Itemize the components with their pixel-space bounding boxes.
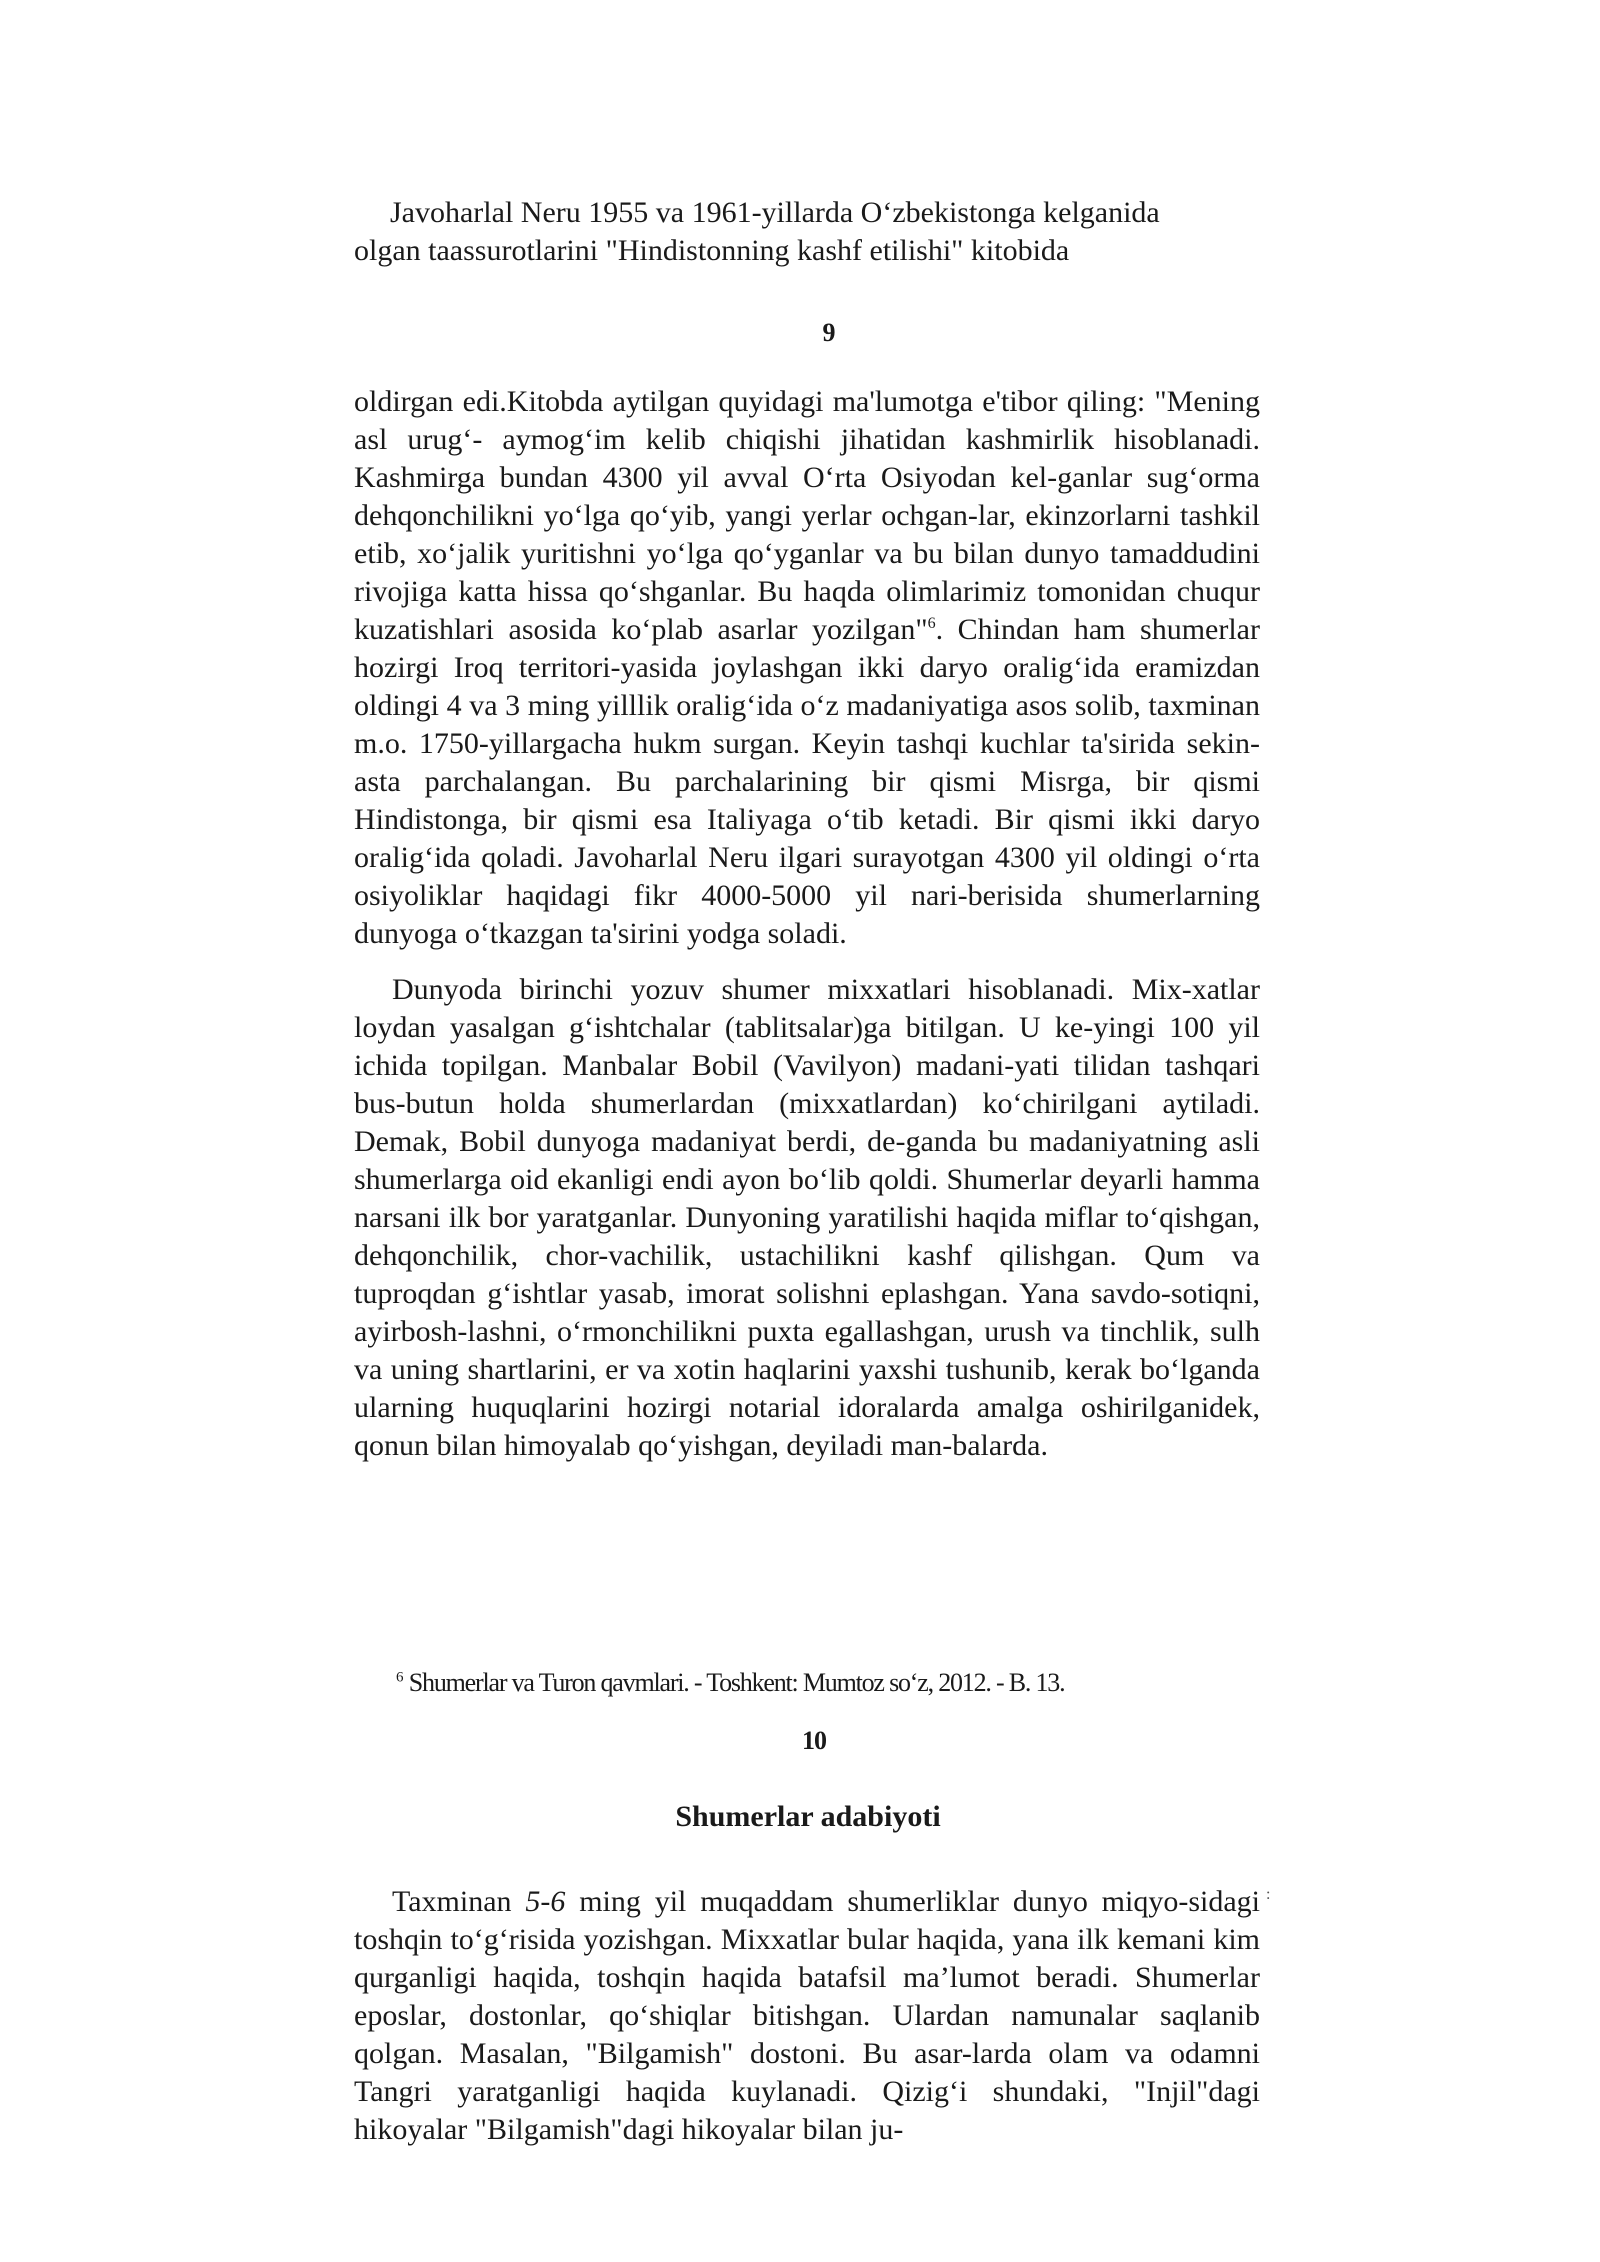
paragraph-1-start: oldirgan edi.Kitobda aytilgan quyidagi ma'lumotga e'tibor qiling: "Mening asl urug‘- aymog‘im kelib chiqishi jihatidan kashmirlik hisoblanadi. Kashmirga bundan 4300 yil avval O‘rta Osiyodan kel-ganlar sug‘orma dehqonchilikni yo‘lga qo‘yib, yangi yerlar ochgan-lar, ekinzorlarni tashkil etib, xo‘jalik yuritishni yo‘lga qo‘yganlar va bu bilan dunyo tamaddudini rivojiga katta hissa qo‘shganlar. Bu haqda olimlarimiz tomonidan chuqur kuzatishlari asosida ko‘plab asarlar yozilgan" — [354, 385, 1260, 646]
intro-line-1: Javoharlal Neru 1955 va 1961-yillarda O‘zbekistonga kelganida — [390, 196, 1160, 229]
paragraph-1-end: . Chindan ham shumerlar hozirgi Iroq territori-yasida joylashgan ikki daryo oralig‘ida eramizdan oldingi 4 va 3 ming yilllik oralig‘ida o‘z madaniyatiga asos solib, taxminan m.o. 1750-yillargacha hukm surgan. Keyin tashqi kuchlar ta'sirida sekin-asta parchalangan. Bu parchalarining bir qismi Misrga, bir qismi Hindistonga, bir qismi esa Italiyaga o‘tib ketadi. Bir qismi ikki daryo oralig‘ida qoladi. Javoharlal Neru ilgari surayotgan 4300 yil oldingi o‘rta osiyoliklar haqidagi fikr 4000-5000 yil nari-berisida shumerlarning dunyoga o‘tkazgan ta'sirini yodga soladi. — [354, 613, 1260, 950]
margin-mark: : — [1266, 1886, 1271, 1903]
paragraph-2: Dunyoda birinchi yozuv shumer mixxatlari hisoblanadi. Mix-xatlar loydan yasalgan g‘ishtchalar (tablitsalar)ga bitilgan. U ke-yingi 100 yil ichida topilgan. Manbalar Bobil (Vavilyon) madani-yati tilidan tashqari bus-butun holda shumerlardan (mixxatlardan) ko‘chirilgani aytiladi. Demak, Bobil dunyoga madaniyat berdi, de-ganda bu madaniyatning asli shumerlarga oid ekanligi endi ayon bo‘lib qoldi. Shumerlar deyarli hamma narsani ilk bor yaratganlar. Dunyoning yaratilishi haqida miflar to‘qishgan, dehqonchilik, chor-vachilik, ustachilikni kashf qilishgan. Qum va tuproqdan g‘ishtlar yasab, imorat solishni eplashgan. Yana savdo-sotiqni, ayirbosh-lashni, o‘rmonchilikni puxta egallashgan, urush va tinchlik, sulh va uning shartlarini, er va xotin haqlarini yaxshi tushunib, kerak bo‘lganda ularning huquqlarini hozirgi notarial idoralarda amalga oshirilganidek, qonun bilan himoyalab qo‘yishgan, deyiladi man-balarda. — [354, 973, 1260, 1462]
page-number-10: 10 — [802, 1726, 826, 1755]
footnote — [396, 1668, 1296, 1698]
section-paragraph-italic: 5-6 — [525, 1885, 566, 1918]
section-paragraph-lead: Taxminan — [392, 1885, 526, 1918]
page-number-9: 9 — [822, 318, 836, 347]
section-paragraph-rest: ming yil muqaddam shumerliklar dunyo miqyo-sidagi toshqin to‘g‘risida yozishgan. Mixxatlar bular haqida, yana ilk kemani kim qurganligi haqida, toshqin haqida batafsil ma’lumot beradi. Shumerlar eposlar, dostonlar, qo‘shiqlar bitishgan. Ulardan namunalar saqlanib qolgan. Masalan, "Bilgamish" dostoni. Bu asar-larda olam va odamni Tangri yaratganligi haqida kuylanadi. Qizig‘i shundaki, "Injil"dagi hikoyalar "Bilgamish"dagi hikoyalar bilan ju- — [354, 1885, 1260, 2146]
intro-text — [354, 194, 1260, 270]
footnote-text: Shumerlar va Turon qavmlari. - Toshkent: Mumtoz so‘z, 2012. - B. 13. — [403, 1668, 1065, 1697]
section-body-text — [354, 1883, 1260, 2149]
footnote-reference: 6 — [927, 615, 936, 632]
paragraph-1 — [354, 383, 1260, 953]
section-paragraph — [354, 1883, 1260, 2149]
intro-line-2: olgan taassurotlarini "Hindistonning kashf etilishi" kitobida — [354, 234, 1070, 267]
main-body-text — [354, 383, 1260, 1465]
section-heading: Shumerlar adabiyoti — [675, 1800, 941, 1833]
footnote-number: 6 — [396, 1669, 404, 1686]
